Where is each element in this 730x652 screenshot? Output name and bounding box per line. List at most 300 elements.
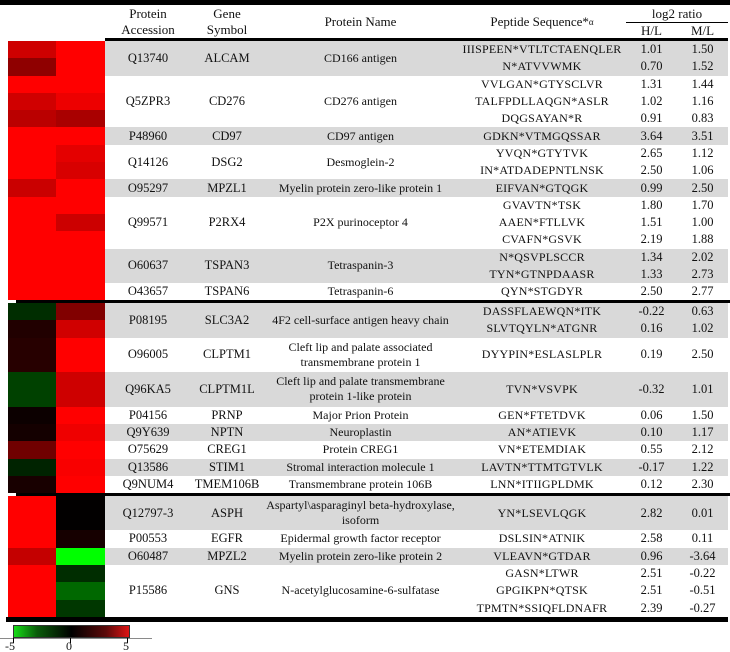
legend-label-zero: 0 (66, 638, 72, 652)
protein-name: Transmembrane protein 106B (288, 477, 433, 492)
ml-value: 1.01 (691, 381, 714, 396)
hl-value: 2.19 (640, 232, 663, 247)
gene-symbol: P2RX4 (208, 215, 246, 230)
header-accession-line1: Protein (129, 5, 167, 21)
protein-block (8, 372, 728, 407)
ml-value: 1.02 (691, 321, 714, 336)
hl-value: 0.96 (640, 548, 663, 563)
heatmap-column (8, 459, 105, 476)
protein-block (8, 476, 728, 493)
peptide-column (458, 283, 728, 300)
heatmap-cell-ml (56, 93, 105, 110)
header-ml: M/L (690, 23, 715, 38)
protein-name-line: Cleft lip and palate associated (288, 339, 433, 354)
heatmap-cell-ml (56, 110, 105, 127)
heatmap-column (8, 76, 105, 128)
hl-value: 2.51 (640, 583, 663, 598)
protein-block (8, 197, 728, 249)
gene-symbol: NPTN (210, 425, 244, 440)
protein-block (8, 496, 728, 531)
heatmap-cell-hl (8, 266, 56, 283)
protein-block (8, 76, 728, 128)
ml-value: 1.16 (691, 94, 714, 109)
protein-name: Stromal interaction molecule 1 (286, 459, 435, 474)
gene-symbol: DSG2 (211, 154, 243, 169)
peptide-row (458, 283, 728, 300)
heatmap-row (8, 127, 105, 144)
heatmap-cell-ml (56, 231, 105, 248)
heatmap-cell-ml (56, 459, 105, 476)
peptide-sequence: DQGSAYAN*R (501, 111, 583, 126)
heatmap-row (8, 530, 105, 547)
heatmap-cell-hl (8, 110, 56, 127)
ml-value: 3.51 (691, 128, 714, 143)
peptide-row (458, 93, 728, 110)
heatmap-cell-hl (8, 41, 56, 58)
protein-block (8, 441, 728, 458)
hl-value: 1.31 (640, 76, 663, 91)
ml-value: 0.63 (691, 304, 714, 319)
protein-row (105, 338, 728, 373)
ml-value: 1.00 (691, 215, 714, 230)
hl-value: 2.51 (640, 566, 663, 581)
protein-accession: O60637 (127, 258, 169, 273)
protein-block (8, 127, 728, 144)
gene-symbol: ALCAM (204, 50, 250, 65)
peptide-row (458, 145, 728, 162)
heatmap-column (8, 496, 105, 531)
gene-symbol: MPZL2 (207, 548, 247, 563)
gene-symbol: TMEM106B (194, 477, 260, 492)
protein-accession: Q14126 (127, 154, 169, 169)
peptide-row (458, 58, 728, 75)
protein-accession: Q9Y639 (126, 425, 170, 440)
ml-value: 1.50 (691, 407, 714, 422)
heatmap-cell-ml (56, 476, 105, 493)
heatmap-cell-ml (56, 320, 105, 337)
hl-value: 0.70 (640, 59, 663, 74)
heatmap-column (8, 441, 105, 458)
protein-row (105, 548, 728, 565)
peptide-column (458, 476, 728, 493)
heatmap-row (8, 110, 105, 127)
heatmap-column (8, 197, 105, 249)
header-accession-line2: Accession (121, 21, 175, 37)
protein-name-line: isoform (341, 513, 380, 528)
heatmap-row (8, 58, 105, 75)
header-gene-line2: Symbol (206, 21, 248, 37)
protein-name (263, 496, 458, 531)
peptide-sequence: GEN*FTETDVK (498, 407, 586, 422)
peptide-row (458, 338, 728, 373)
heatmap-row (8, 372, 105, 407)
hl-value: 1.34 (640, 249, 663, 264)
protein-name-line: protein 1-like protein (309, 389, 412, 404)
heatmap-cell-hl (8, 93, 56, 110)
gene-symbol: ASPH (211, 505, 243, 520)
peptide-row (458, 441, 728, 458)
ml-value: 2.12 (691, 442, 714, 457)
hl-value: -0.17 (638, 459, 665, 474)
peptide-row (458, 41, 728, 58)
heatmap-cell-ml (56, 530, 105, 547)
protein-block (8, 145, 728, 180)
hl-value: 2.58 (640, 531, 663, 546)
peptide-column (458, 565, 728, 617)
protein-accession: P08195 (128, 312, 168, 327)
heatmap-row (8, 249, 105, 266)
header-gene-symbol (191, 5, 263, 38)
ml-value: 2.73 (691, 267, 714, 281)
protein-accession: P00553 (128, 531, 168, 546)
heatmap-cell-hl (8, 76, 56, 93)
header-protein-name-label: Protein Name (324, 13, 397, 29)
heatmap-row (8, 93, 105, 110)
protein-row (105, 197, 728, 249)
heatmap-cell-ml (56, 407, 105, 424)
peptide-row (458, 303, 728, 320)
ml-value: 1.50 (691, 42, 714, 57)
peptide-sequence: TPMTN*SSIQFLDNAFR (476, 600, 608, 615)
heatmap-column (8, 145, 105, 180)
ml-value: 1.12 (691, 145, 714, 160)
peptide-row (458, 127, 728, 144)
gene-symbol: GNS (214, 583, 240, 598)
protein-row (105, 76, 728, 128)
protein-accession: Q96KA5 (125, 381, 171, 396)
heatmap-cell-ml (56, 582, 105, 599)
peptide-column (458, 145, 728, 180)
peptide-column (458, 41, 728, 76)
ml-value: 1.17 (691, 425, 714, 440)
protein-block (8, 565, 728, 617)
protein-name: N-acetylglucosamine-6-sulfatase (281, 583, 440, 598)
heatmap-cell-hl (8, 249, 56, 266)
peptide-sequence: VN*ETEMDIAK (497, 442, 587, 457)
heatmap-cell-ml (56, 58, 105, 75)
gene-symbol: CLPTM1L (199, 381, 255, 396)
hl-value: 1.51 (640, 215, 663, 230)
protein-row (105, 459, 728, 476)
protein-block (8, 459, 728, 476)
hl-value: 0.19 (640, 347, 663, 362)
peptide-row (458, 600, 728, 617)
heatmap-column (8, 127, 105, 144)
protein-name: CD97 antigen (327, 128, 394, 143)
heatmap-row (8, 76, 105, 93)
peptide-row (458, 582, 728, 599)
peptide-row (458, 407, 728, 424)
peptide-column (458, 127, 728, 144)
protein-accession: Q5ZPR3 (125, 94, 171, 109)
peptide-sequence: IN*ATDADEPNTLNSK (480, 163, 604, 178)
heatmap-cell-hl (8, 231, 56, 248)
protein-accession: O75629 (127, 442, 169, 457)
peptide-sequence: GVAVTN*TSK (502, 197, 582, 212)
hl-value: 2.50 (640, 163, 663, 178)
protein-block (8, 179, 728, 196)
legend-label-min: -5 (5, 638, 15, 652)
heatmap-row (8, 320, 105, 337)
ml-value: -0.27 (689, 600, 716, 615)
peptide-sequence: LAVTN*TTMTGTVLK (481, 459, 603, 474)
peptide-column (458, 338, 728, 373)
gene-symbol: MPZL1 (207, 180, 247, 195)
heatmap-cell-hl (8, 145, 56, 162)
hl-value: 0.06 (640, 407, 663, 422)
heatmap-column (8, 249, 105, 284)
heatmap-cell-ml (56, 145, 105, 162)
heatmap-cell-hl (8, 441, 56, 458)
heatmap-row (8, 407, 105, 424)
protein-block (8, 249, 728, 284)
peptide-row (458, 266, 728, 283)
peptide-column (458, 424, 728, 441)
protein-row (105, 127, 728, 144)
protein-name (263, 372, 458, 407)
protein-row (105, 283, 728, 300)
peptide-column (458, 441, 728, 458)
protein-name: Major Prion Protein (312, 407, 409, 422)
protein-name: P2X purinoceptor 4 (313, 215, 408, 230)
heatmap-cell-hl (8, 338, 56, 373)
peptide-row (458, 530, 728, 547)
peptide-column (458, 76, 728, 128)
protein-block (8, 548, 728, 565)
peptide-column (458, 303, 728, 338)
peptide-column (458, 179, 728, 196)
table-body (0, 41, 730, 617)
peptide-row (458, 110, 728, 127)
protein-block (8, 283, 728, 300)
heatmap-row (8, 441, 105, 458)
heatmap-cell-hl (8, 459, 56, 476)
header-peptide-label: Peptide Sequence* (490, 13, 589, 29)
protein-row (105, 303, 728, 338)
color-gradient-bar (13, 625, 130, 638)
hl-value: 0.99 (640, 180, 663, 195)
heatmap-row (8, 565, 105, 582)
heatmap-row (8, 600, 105, 617)
protein-row (105, 41, 728, 76)
peptide-row (458, 320, 728, 337)
protein-accession: Q13586 (127, 459, 169, 474)
gene-symbol: CLPTM1 (203, 347, 251, 362)
protein-block (8, 407, 728, 424)
heatmap-row (8, 424, 105, 441)
protein-accession: P15586 (128, 583, 168, 598)
protein-name: Myelin protein zero-like protein 1 (278, 180, 443, 195)
protein-row (105, 476, 728, 493)
peptide-column (458, 197, 728, 249)
protein-block (8, 303, 728, 338)
heatmap-column (8, 179, 105, 196)
protein-block (8, 530, 728, 547)
heatmap-row (8, 303, 105, 320)
protein-name-line: Aspartyl\asparaginyl beta-hydroxylase, (266, 498, 455, 513)
header-ratio-subcolumns (626, 23, 728, 39)
protein-name: CD166 antigen (324, 50, 397, 65)
peptide-row (458, 162, 728, 179)
gene-symbol: SLC3A2 (204, 312, 250, 327)
protein-block (8, 338, 728, 373)
heatmap-column (8, 407, 105, 424)
peptide-sequence: GDKN*VTMGQSSAR (483, 128, 601, 143)
heatmap-cell-hl (8, 179, 56, 196)
peptide-sequence: TYN*GTNPDAASR (489, 267, 595, 281)
peptide-column (458, 530, 728, 547)
heatmap-cell-ml (56, 548, 105, 565)
gene-symbol: TSPAN3 (204, 258, 250, 273)
peptide-sequence: YN*LSEVLQGK (497, 505, 587, 520)
hl-value: -0.22 (638, 304, 665, 319)
hl-value: 2.65 (640, 145, 663, 160)
protein-accession: P48960 (128, 128, 168, 143)
peptide-column (458, 459, 728, 476)
peptide-sequence: N*ATVVWMK (502, 59, 582, 74)
protein-block (8, 41, 728, 76)
heatmap-cell-ml (56, 76, 105, 93)
header-protein-name (263, 5, 458, 38)
peptide-column (458, 407, 728, 424)
protein-row (105, 530, 728, 547)
hl-value: 1.01 (640, 42, 663, 57)
heatmap-cell-ml (56, 338, 105, 373)
heatmap-row (8, 582, 105, 599)
heatmap-cell-ml (56, 441, 105, 458)
protein-accession: O96005 (127, 347, 169, 362)
peptide-sequence: DYYPIN*ESLASLPLR (481, 347, 603, 362)
heatmap-cell-hl (8, 283, 56, 300)
protein-name: Tetraspanin-6 (327, 284, 394, 299)
peptide-sequence: SLVTQYLN*ATGNR (486, 321, 598, 336)
heatmap-cell-ml (56, 197, 105, 214)
protein-name: Desmoglein-2 (326, 154, 395, 169)
peptide-row (458, 424, 728, 441)
peptide-sequence: YVQN*GTYTVK (495, 145, 589, 160)
hl-value: 0.10 (640, 425, 663, 440)
peptide-row (458, 496, 728, 531)
gene-symbol: TSPAN6 (204, 284, 250, 299)
peptide-sequence: TALFPDLLAQGN*ASLR (475, 94, 609, 109)
ml-value: 0.01 (691, 505, 714, 520)
protein-row (105, 179, 728, 196)
gene-symbol: STIM1 (208, 459, 246, 474)
protein-name: Tetraspanin-3 (327, 258, 394, 273)
heatmap-row (8, 266, 105, 283)
peptide-row (458, 231, 728, 248)
protein-name: Epidermal growth factor receptor (280, 531, 441, 546)
heatmap-row (8, 476, 105, 493)
heatmap-cell-ml (56, 41, 105, 58)
heatmap-row (8, 338, 105, 373)
header-gene-line1: Gene (213, 5, 241, 21)
hl-value: 2.82 (640, 505, 663, 520)
heatmap-cell-hl (8, 496, 56, 531)
heatmap-row (8, 162, 105, 179)
heatmap-column (8, 548, 105, 565)
hl-value: 0.12 (640, 477, 663, 492)
hl-value: 1.80 (640, 197, 663, 212)
heatmap-cell-ml (56, 303, 105, 320)
protein-name: Protein CREG1 (322, 442, 399, 457)
protein-name-line: transmembrane protein 1 (300, 354, 421, 369)
heatmap-cell-ml (56, 249, 105, 266)
peptide-row (458, 372, 728, 407)
protein-name: 4F2 cell-surface antigen heavy chain (272, 312, 449, 327)
heatmap-cell-hl (8, 600, 56, 617)
heatmap-cell-hl (8, 565, 56, 582)
heatmap-cell-hl (8, 127, 56, 144)
protein-row (105, 441, 728, 458)
heatmap-column (8, 530, 105, 547)
hl-value: 1.33 (640, 267, 663, 281)
heatmap-cell-ml (56, 283, 105, 300)
protein-row (105, 565, 728, 617)
peptide-column (458, 372, 728, 407)
protein-row (105, 372, 728, 407)
header-peptide-sequence: Peptide Sequence* α (490, 13, 594, 29)
peptide-sequence: VLEAVN*GTDAR (493, 548, 591, 563)
peptide-sequence: AN*ATIEVK (507, 425, 577, 440)
peptide-sequence: N*QSVPLSCCR (499, 249, 585, 264)
heatmap-cell-ml (56, 179, 105, 196)
gene-symbol: PRNP (211, 407, 243, 422)
protein-row (105, 407, 728, 424)
protein-block (8, 424, 728, 441)
protein-accession: Q12797-3 (122, 505, 174, 520)
heatmap-cell-hl (8, 424, 56, 441)
color-scale-legend (0, 624, 730, 652)
header-hl: H/L (641, 23, 662, 38)
protein-name: Neuroplastin (329, 425, 392, 440)
peptide-column (458, 249, 728, 284)
protein-row (105, 496, 728, 531)
heatmap-column (8, 338, 105, 373)
ml-value: -0.51 (689, 583, 716, 598)
ml-value: 1.52 (691, 59, 714, 74)
heatmap-cell-hl (8, 372, 56, 407)
header-protein-accession (105, 5, 191, 38)
peptide-sequence: VVLGAN*GTYSCLVR (481, 76, 603, 91)
gene-symbol: CD276 (208, 94, 246, 109)
table-bottom-rule (6, 617, 728, 622)
ml-value: 1.44 (691, 76, 714, 91)
hl-value: 1.02 (640, 94, 663, 109)
heatmap-cell-ml (56, 565, 105, 582)
protein-accession: O60487 (127, 548, 169, 563)
ml-value: -3.64 (689, 548, 716, 563)
heatmap-row (8, 179, 105, 196)
peptide-row (458, 179, 728, 196)
ml-value: 1.22 (691, 459, 714, 474)
hl-value: 0.55 (640, 442, 663, 457)
peptide-sequence: DASSFLAEWQN*ITK (482, 304, 602, 319)
heatmap-row (8, 214, 105, 231)
hl-value: 0.16 (640, 321, 663, 336)
heatmap-row (8, 231, 105, 248)
header-log2-ratio-group (626, 5, 728, 38)
peptide-row (458, 548, 728, 565)
ml-value: 1.88 (691, 232, 714, 247)
ml-value: -0.22 (689, 566, 716, 581)
peptide-sequence: AAEN*FTLLVK (498, 215, 586, 230)
protein-accession: P04156 (128, 407, 168, 422)
heatmap-cell-hl (8, 58, 56, 75)
protein-row (105, 424, 728, 441)
hl-value: 2.50 (640, 284, 663, 299)
protein-name-line: Cleft lip and palate transmembrane (276, 374, 445, 389)
